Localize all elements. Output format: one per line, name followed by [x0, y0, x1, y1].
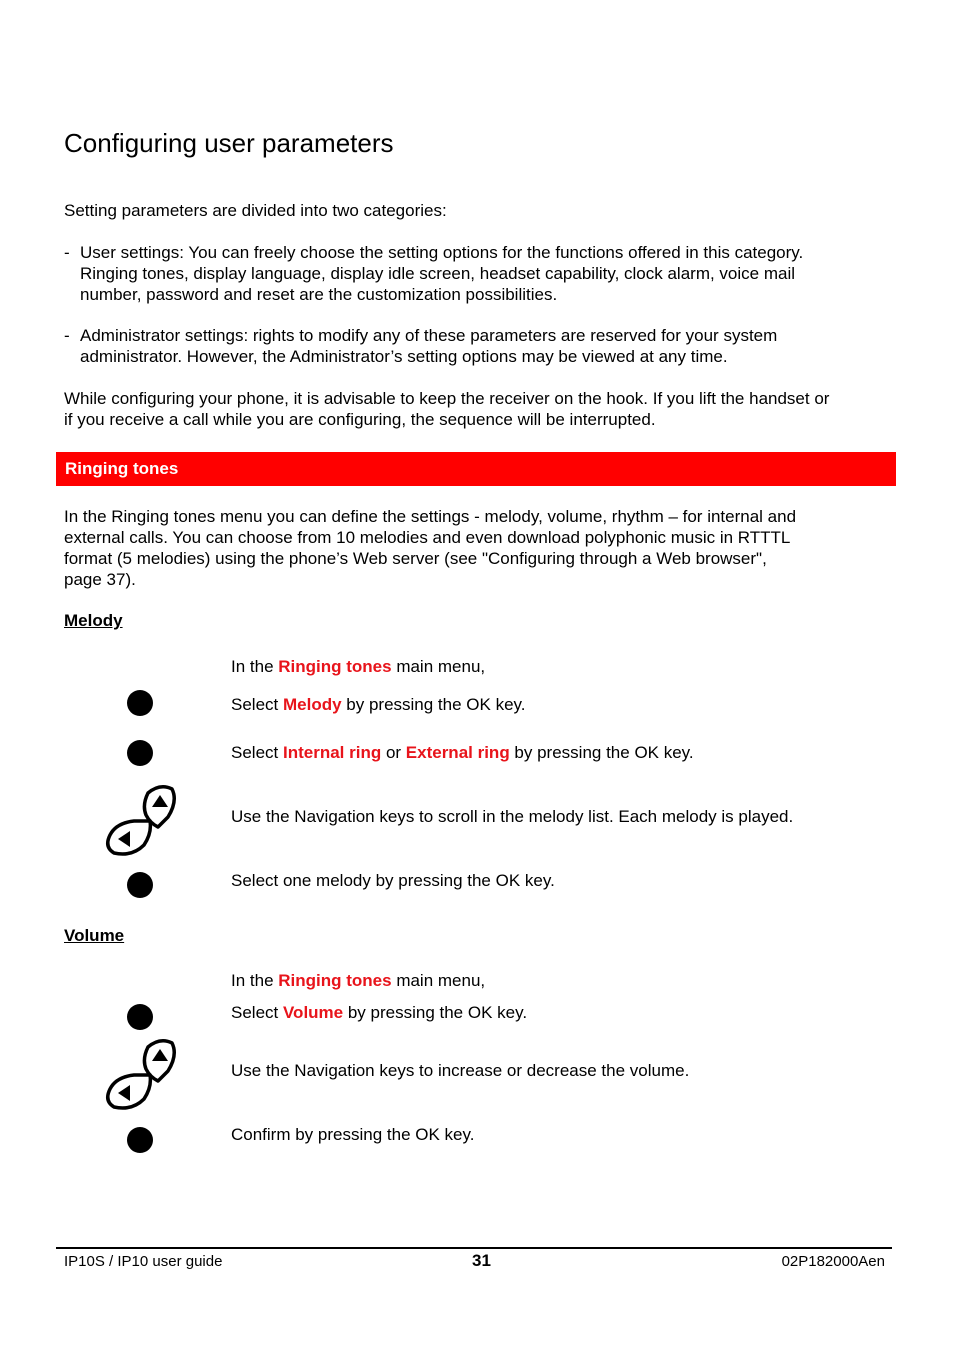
melody-step-4: Use the Navigation keys to scroll in the melody list. Each melody is played. — [231, 807, 794, 826]
ok-key-icon — [127, 872, 153, 898]
step-text: In the — [231, 657, 279, 676]
volume-step-4: Confirm by pressing the OK key. — [231, 1125, 475, 1144]
step-text: Select — [231, 1003, 283, 1022]
step-text: by pressing the OK key. — [343, 1003, 528, 1022]
step-text: In the — [231, 971, 279, 990]
menu-internal-ring: Internal ring — [282, 743, 382, 762]
step-text: main menu, — [391, 971, 486, 990]
step-text: or — [381, 743, 406, 762]
section-intro-line: page 37). — [64, 570, 136, 589]
section-intro-line: In the Ringing tones menu you can define the settings - melody, volume, rhythm – for internal and — [64, 507, 797, 526]
advice-paragraph — [64, 388, 829, 430]
bullet-line: User settings: You can freely choose the setting options for the functions offered in this category. — [80, 243, 804, 262]
bullet-dash: - — [64, 326, 70, 345]
ok-key-icon — [127, 690, 153, 716]
volume-step-3: Use the Navigation keys to increase or decrease the volume. — [231, 1061, 690, 1080]
menu-external-ring: External ring — [405, 743, 510, 762]
step-text: by pressing the OK key. — [509, 743, 694, 762]
navigation-keys-icon — [102, 1037, 178, 1113]
bullet-user-settings — [64, 242, 894, 305]
ok-key-icon — [127, 740, 153, 766]
menu-volume: Volume — [282, 1003, 344, 1022]
melody-heading: Melody — [64, 611, 123, 630]
page-title: Configuring user parameters — [64, 128, 394, 158]
volume-heading: Volume — [64, 926, 125, 945]
volume-step-2 — [231, 1002, 527, 1023]
menu-ringing-tones: Ringing tones — [278, 971, 392, 990]
melody-step-3 — [231, 742, 694, 763]
navigation-keys-icon — [102, 783, 178, 859]
page-number: 31 — [472, 1251, 491, 1270]
section-header-ringing-tones: Ringing tones — [56, 452, 896, 486]
advice-line: if you receive a call while you are configuring, the sequence will be interrupted. — [64, 410, 656, 429]
section-intro-line: external calls. You can choose from 10 melodies and even download polyphonic music in RTTTL — [64, 528, 791, 547]
volume-step-1 — [231, 970, 485, 991]
footer-guide-title: IP10S / IP10 user guide — [64, 1253, 223, 1270]
intro-text: Setting parameters are divided into two categories: — [64, 201, 447, 220]
ok-key-icon — [127, 1127, 153, 1153]
footer-divider — [56, 1247, 892, 1249]
ok-key-icon — [127, 1004, 153, 1030]
bullet-line: number, password and reset are the customization possibilities. — [80, 285, 558, 304]
melody-step-1 — [231, 656, 485, 677]
menu-melody: Melody — [282, 695, 342, 714]
document-reference: 02P182000Aen — [781, 1253, 885, 1270]
step-text: main menu, — [391, 657, 486, 676]
bullet-admin-settings — [64, 325, 894, 367]
step-text: by pressing the OK key. — [341, 695, 526, 714]
melody-step-2 — [231, 694, 525, 715]
bullet-dash: - — [64, 243, 70, 262]
bullet-line: Administrator settings: rights to modify any of these parameters are reserved for your system — [80, 326, 778, 345]
step-text: Select — [231, 743, 283, 762]
section-intro — [64, 506, 894, 590]
step-text: Select — [231, 695, 283, 714]
advice-line: While configuring your phone, it is advisable to keep the receiver on the hook. If you lift the handset or — [64, 389, 830, 408]
menu-ringing-tones: Ringing tones — [278, 657, 392, 676]
section-intro-line: format (5 melodies) using the phone’s Web server (see "Configuring through a Web browser", — [64, 549, 767, 568]
melody-step-5: Select one melody by pressing the OK key. — [231, 871, 555, 890]
bullet-line: Ringing tones, display language, display idle screen, headset capability, clock alarm, voice mail — [80, 264, 796, 283]
bullet-line: administrator. However, the Administrator’s setting options may be viewed at any time. — [80, 347, 728, 366]
